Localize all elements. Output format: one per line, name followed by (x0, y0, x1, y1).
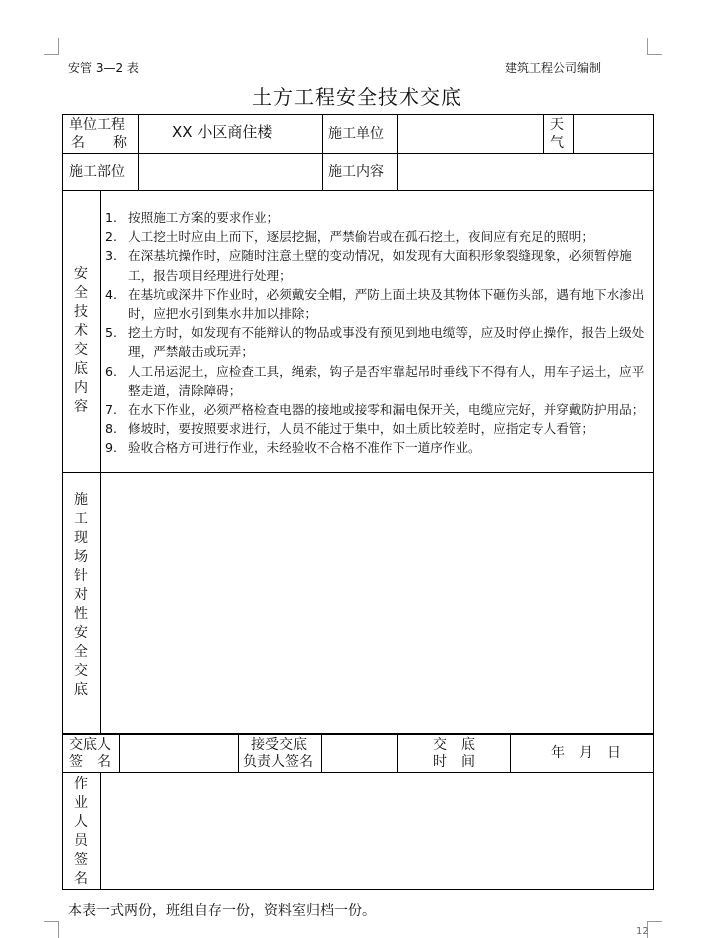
weather-field[interactable] (576, 116, 650, 151)
col-divider (138, 114, 139, 190)
list-item: 6. 人工吊运泥土，应检查工具，绳索，钩子是否牢靠起吊时垂线下不得有人，用车子运土，应平整走道，清除障碍； (105, 363, 645, 398)
page-number: 12 (636, 926, 649, 937)
publisher-note: 建筑工程公司编制 (505, 61, 602, 75)
disclosure-time-label: 交 底 (433, 737, 475, 753)
row-divider (62, 772, 654, 773)
receiver-signature-field[interactable] (324, 736, 395, 770)
col-divider (100, 772, 101, 890)
col-divider (543, 114, 544, 153)
crop-mark-bottom-left (44, 921, 59, 938)
site-specific-label: 施工现场针对性安全交底 (74, 492, 88, 698)
safety-content-label: 安全技术交底内容 (74, 266, 88, 415)
col-divider (100, 190, 101, 734)
list-item: 7. 在水下作业，必须严格检查电器的接地或接零和漏电保开关，电缆应完好，并穿戴防护用品； (105, 402, 645, 418)
page-title: 土方工程安全技术交底 (252, 85, 462, 109)
contractor-label: 施工单位 (328, 126, 384, 142)
row-divider (62, 472, 654, 473)
discloser-signature-label: 签 名 (69, 754, 111, 770)
col-divider (573, 114, 574, 153)
weather-label: 气 (550, 135, 564, 151)
list-item: 3. 在深基坑操作时，应随时注意土壁的变动情况，如发现有大面积形象裂缝现象，必须暂停施工，报告项目经理进行处理； (105, 248, 632, 283)
crop-mark-bottom-right (647, 921, 662, 938)
row-divider (62, 153, 654, 154)
row-divider (62, 190, 654, 191)
workers-signature-label: 作业人员签名 (74, 776, 88, 887)
work-location-label: 施工部位 (69, 164, 125, 180)
list-item: 9. 验收合格方可进行作业，未经验收不合格不准作下一道序作业。 (105, 440, 481, 456)
weather-label: 天 (550, 117, 564, 133)
receiver-signature-label: 负责人签名 (243, 754, 313, 770)
list-item: 2. 人工挖土时应由上而下，逐层挖掘，严禁偷岩或在孤石挖土，夜间应有充足的照明； (105, 229, 594, 245)
contractor-field[interactable] (400, 116, 540, 151)
safety-instructions-list (105, 208, 650, 458)
disclosure-time-label: 时 间 (433, 754, 475, 770)
work-location-field[interactable] (141, 156, 319, 188)
work-content-label: 施工内容 (328, 164, 384, 180)
col-divider (397, 114, 398, 190)
project-name-label: 单位工程 (69, 117, 125, 133)
form-code: 安管 3—2 表 (68, 61, 139, 75)
workers-signature-field[interactable] (103, 775, 651, 887)
discloser-signature-label: 交底人 (69, 737, 111, 753)
list-item: 5. 挖土方时，如发现有不能辩认的物品或事没有预见到地电缆等，应及时停止操作，报告上级处理，严禁敲击或玩弄； (105, 325, 645, 360)
project-name-label: 名 称 (71, 135, 127, 151)
col-divider (510, 734, 511, 772)
discloser-signature-field[interactable] (122, 736, 236, 770)
col-divider (119, 734, 120, 772)
col-divider (397, 734, 398, 772)
date-field[interactable]: 年 月 日 (551, 745, 621, 761)
receiver-signature-label: 接受交底 (251, 737, 307, 753)
list-item: 4. 在基坑或深井下作业时，必须戴安全帽，严防上面土块及其物体下砸伤头部，遇有地下水渗出时，应把水引到集水井加以排除； (105, 286, 645, 322)
footer-note: 本表一式两份，班组自存一份，资料室归档一份。 (68, 903, 376, 919)
site-specific-field[interactable] (103, 475, 651, 731)
project-name-value: XX 小区商住楼 (172, 123, 273, 141)
col-divider (321, 734, 322, 772)
col-divider (322, 114, 323, 190)
work-content-field[interactable] (400, 156, 650, 188)
list-item: 8. 修坡时，要按照要求进行，人员不能过于集中，如土质比较差时，应指定专人看管； (105, 421, 594, 437)
col-divider (238, 734, 239, 772)
crop-mark-top-right (647, 38, 662, 55)
list-item: 1. 按照施工方案的要求作业； (105, 210, 280, 225)
crop-mark-top-left (44, 38, 59, 55)
